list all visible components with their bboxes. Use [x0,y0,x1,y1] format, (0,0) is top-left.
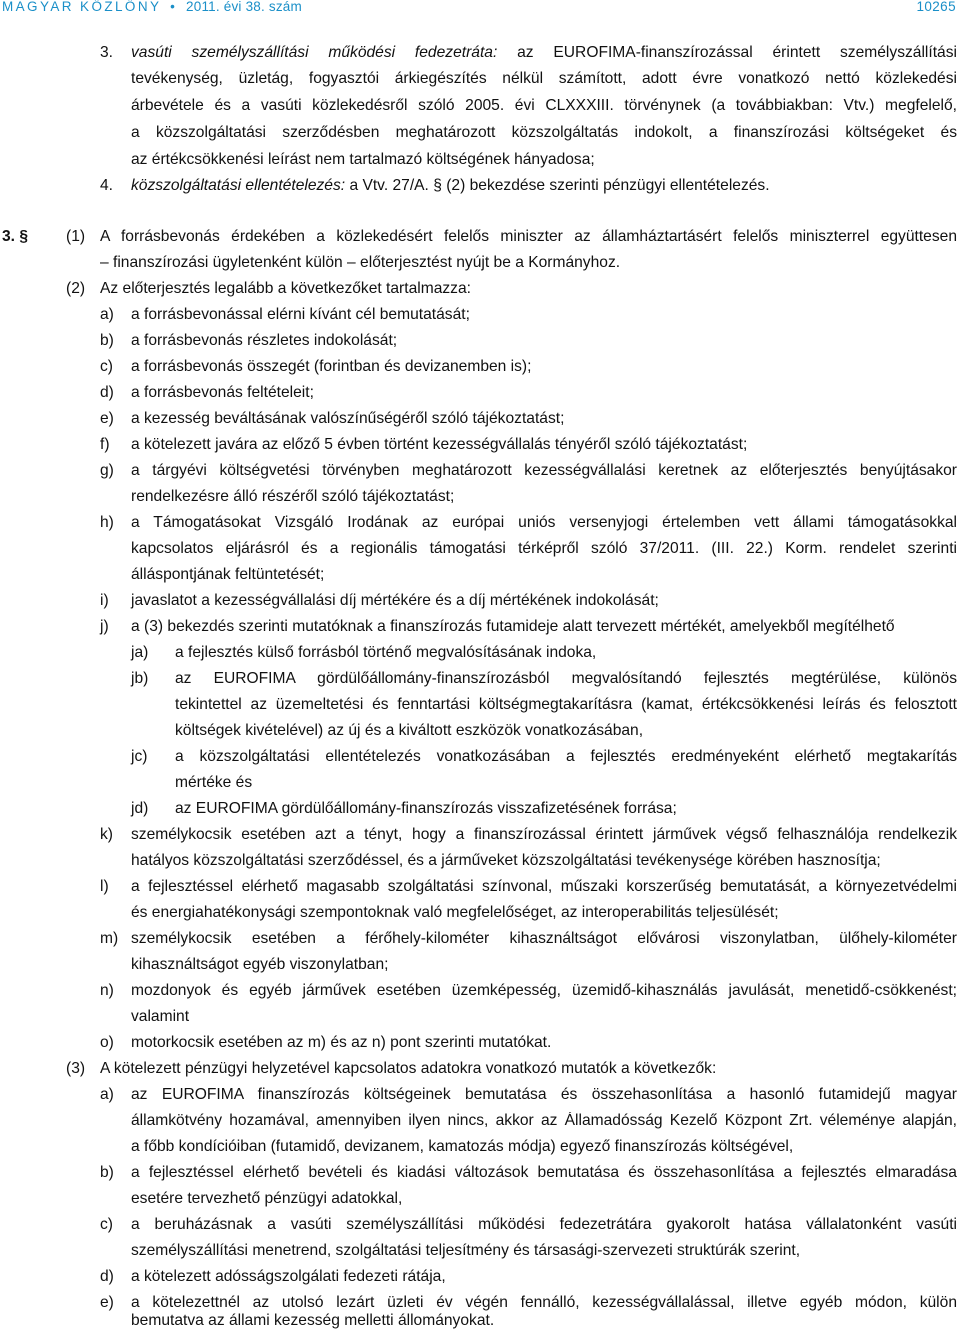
list-item-label: g) [100,462,114,479]
list-item-label: e) [100,410,114,427]
paragraph-number: (3) [66,1060,86,1077]
sub-item-label: jd) [131,800,149,817]
list-item-text: a kötelezett javára az előző 5 évben történt kezességvállalás tényéről szóló tájékoztatást; [131,436,748,453]
definition-line: tevékenység, üzletág, fogyasztói árkiegészítés nélkül számított, adott évre vonatkozó nettó közlekedési [131,70,957,87]
definition-line: árbevétele és a vasúti közlekedésről szóló 2005. évi CLXXXIII. törvénynek (a továbbiakban: Vtv.) megfelelő, [131,97,957,114]
sub-item-label: jb) [131,670,149,687]
list-item-label: i) [100,592,109,609]
list-item-text: a forrásbevonás feltételeit; [131,384,314,401]
list-item-label: k) [100,826,113,843]
list-item-text: kihasználtságot egyéb viszonylatban; [131,956,389,973]
list-item-text: a forrásbevonással elérni kívánt cél bemutatását; [131,306,470,323]
list-item-text: esetére tervezhető pénzügyi adatokkal, [131,1190,403,1207]
item-number: 4. [100,177,114,194]
list-item-label: b) [100,1164,114,1181]
paragraph-line: – finanszírozási ügyletenként külön – előterjesztést nyújt be a Kormányhoz. [100,254,621,271]
paragraph-line: A forrásbevonás érdekében a közlekedésért felelős miniszter az államháztartásért felelős miniszterrel együttesen [100,228,957,245]
sub-item-text: mértéke és [175,774,253,791]
list-item-text: bemutatva az állami kezesség melletti állományokat. [131,1312,495,1329]
list-item-text: motorkocsik esetében az m) és az n) pont szerinti mutatókat. [131,1034,552,1051]
paragraph-intro: A kötelezett pénzügyi helyzetével kapcsolatos adatokra vonatkozó mutatók a következők: [100,1060,717,1077]
list-item-text: a forrásbevonás összegét (forintban és devizanemben is); [131,358,532,375]
list-item-label: c) [100,358,113,375]
list-item-text: álláspontjának feltüntetését; [131,566,325,583]
item-number: 3. [100,44,114,61]
definition-text: az EUROFIMA-finanszírozással érintett személyszállítási [497,44,957,61]
sub-item-text: az EUROFIMA gördülőállomány-finanszírozás visszafizetésének forrása; [175,800,677,817]
list-item-label: j) [100,618,109,635]
list-item-text: a kezesség beváltásának valószínűségéről szóló tájékoztatást; [131,410,565,427]
list-item-text: javaslatot a kezességvállalási díj mértékére és a díj mértékének indokolását; [131,592,659,609]
list-item-label: d) [100,384,114,401]
list-item-label: e) [100,1294,114,1311]
definition-line: az értékcsökkenési leírást nem tartalmazó költségének hányadosa; [131,151,595,168]
list-item-label: d) [100,1268,114,1285]
list-item-label: b) [100,332,114,349]
list-item-label: f) [100,436,110,453]
definition-line [131,44,957,62]
sub-item-label: ja) [131,644,149,661]
list-item-text: a Támogatásokat Vizsgáló Irodának az európai uniós versenyjogi értelemben vett állami támogatásokkal [131,514,957,531]
list-item-label: n) [100,982,114,999]
definition-term: közszolgáltatási ellentételezés: [131,177,346,194]
list-item-text: a fejlesztéssel elérhető magasabb szolgáltatási színvonal, műszaki korszerűség bemutatását, a környezetvédelmi [131,878,957,895]
list-item-label: a) [100,1086,114,1103]
list-item-text: személyszállítási menetrend, szolgáltatási teljesítmény és társasági-szervezeti struktúrák szerint, [131,1242,801,1259]
sub-item-text: a közszolgáltatási ellentételezés vonatkozásában a fejlesztés eredményeként elérhető megtakarítás [175,748,957,765]
paragraph-intro: Az előterjesztés legalább a következőket tartalmazza: [100,280,471,297]
list-item-text: államkötvény hozamával, amennyiben ilyen nincs, akkor az Államadósság Kezelő Központ Zrt. véleménye alapján, [131,1112,957,1129]
list-item-text: kapcsolatos eljárásról és a regionális támogatási térképről szóló 37/2011. (III. 22.) Korm. rendelet szerinti [131,540,957,557]
list-item-label: o) [100,1034,114,1051]
list-item-text: a főbb kondícióiban (futamidő, devizanem, kamatozás módja) egyező finanszírozás költségével, [131,1138,794,1155]
section-label: 3. § [2,228,29,245]
list-item-text: a tárgyévi költségvetési törvényben meghatározott kezességvállalási keretnek az előterjesztés benyújtásakor [131,462,957,479]
list-item-text: a kötelezettnél az utolsó lezárt üzleti év végén fennálló, kezességvállalással, illetve egyéb módon, külön [131,1294,957,1311]
sub-item-text: a fejlesztés külső forrásból történő megvalósításának indoka, [175,644,597,661]
list-item-label: m) [100,930,119,947]
list-item-text: személykocsik esetében azt a tényt, hogy a finanszírozással érintett járművek végső felhasználója rendelkezik [131,826,957,843]
publication-header [2,0,302,14]
list-item-text: a beruházásnak a vasúti személyszállítási működési fedezetrátára gyakorolt hatása vállalatonként vasúti [131,1216,957,1233]
definition-line [131,177,770,195]
page-header [0,0,960,16]
page-number: 10265 [916,0,956,14]
list-item-label: l) [100,878,109,895]
list-item-text: az EUROFIMA finanszírozás költségeinek bemutatása és összehasonlítása a hasonló futamidejű magyar [131,1086,957,1103]
definition-line: a közszolgáltatási szerződésben meghatározott közszolgáltatás indokolt, a finanszírozási költségeket és [131,124,957,141]
issue-label: 2011. évi 38. szám [186,0,302,14]
list-item-label: h) [100,514,114,531]
list-item-text: rendelkezésre álló részéről szóló tájékoztatást; [131,488,455,505]
list-item-text: a forrásbevonás részletes indokolását; [131,332,398,349]
list-item-label: a) [100,306,114,323]
list-item-text: a fejlesztéssel elérhető bevételi és kiadási változások bemutatása és összehasonlítása a fejlesztés elmaradása [131,1164,957,1181]
list-item-text: valamint [131,1008,190,1025]
sub-item-text: az EUROFIMA gördülőállomány-finanszírozásból megvalósítandó fejlesztés megtérülése, különös [175,670,957,687]
sub-item-label: jc) [131,748,148,765]
header-bullet: • [170,0,178,14]
list-item-text: hatályos közszolgáltatási szerződéssel, és a járműveket közszolgáltatási tevékenysége körében hasznosítja; [131,852,881,869]
sub-item-text: költségek kivételével) az új és a kiváltott eszközök vonatkozásában, [175,722,644,739]
list-item-text: mozdonyok és egyéb járművek esetében üzemképesség, üzemidő-kihasználás javulását, menetidő-csökkenést; [131,982,957,999]
paragraph-number: (2) [66,280,86,297]
paragraph-number: (1) [66,228,86,245]
list-item-label: c) [100,1216,113,1233]
list-item-text: személykocsik esetében a férőhely-kilométer kihasználtságot elővárosi viszonylatban, ülőhely-kilométer [131,930,957,947]
publication-title: MAGYAR KÖZLÖNY [2,0,162,14]
list-item-text: és energiahatékonysági szempontoknak való megfelelőséget, az interoperabilitás teljesülését; [131,904,779,921]
list-item-text: a kötelezett adósságszolgálati fedezeti rátája, [131,1268,446,1285]
definition-term: vasúti személyszállítási működési fedezetráta: [131,44,498,61]
list-item-text: a (3) bekezdés szerinti mutatóknak a finanszírozás futamideje alatt tervezett mértékét, amelyekből megítélhető [131,618,895,635]
definition-text: a Vtv. 27/A. § (2) bekezdése szerinti pénzügyi ellentételezés. [345,177,770,194]
sub-item-text: tekintettel az üzemeltetési és fenntartási költségmegtakarításra (kamat, értékcsökkenési leírás és felosztott [175,696,957,713]
